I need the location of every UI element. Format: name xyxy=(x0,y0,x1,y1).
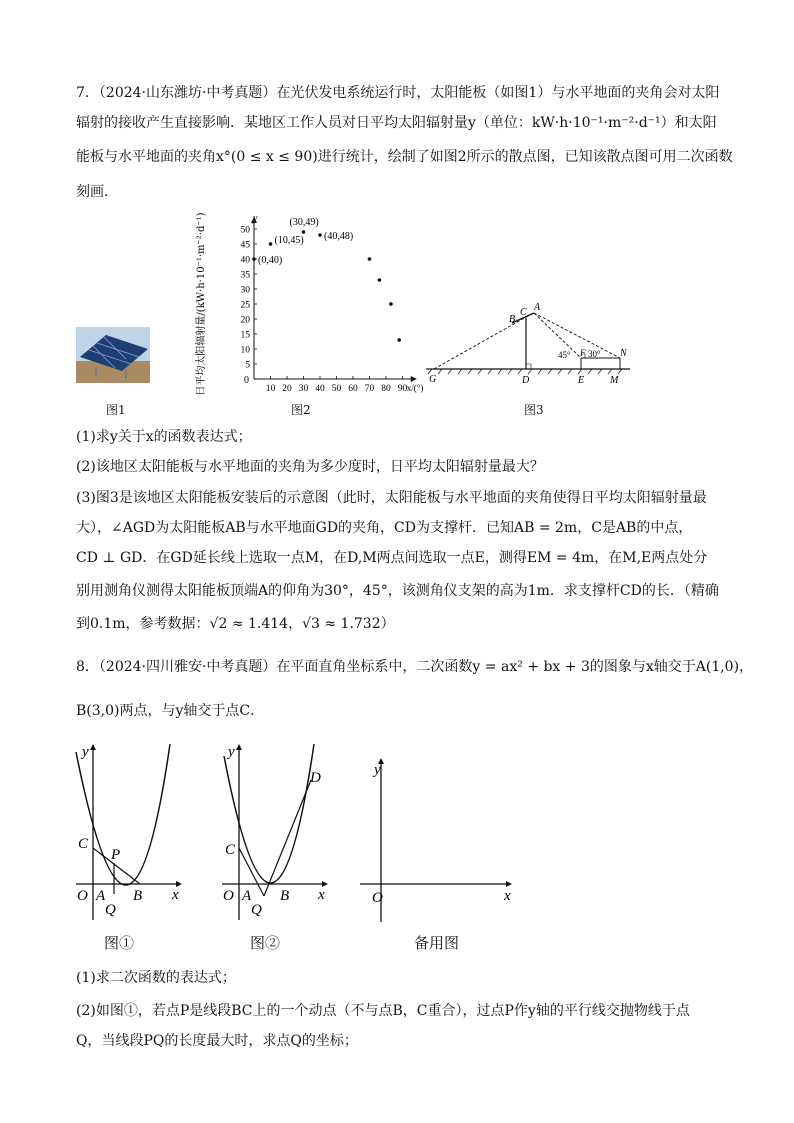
y-axis-title: 日平均太阳辐射量/(kW·h·10⁻¹·m⁻²·d⁻¹) xyxy=(196,212,207,396)
q8-sub1: (1)求二次函数的表达式； xyxy=(76,970,236,986)
y-tick-label: 20 xyxy=(240,315,250,326)
data-point xyxy=(318,233,322,237)
label-A: A xyxy=(242,888,252,904)
y-axis-label: y xyxy=(253,213,258,224)
label-x: x xyxy=(318,887,325,903)
data-point xyxy=(378,278,382,282)
label-P: P xyxy=(111,847,121,863)
q7-sub3-l2: 大），∠AGD为太阳能板AB与水平地面GD的夹角，CD为支撑杆．已知AB = 2m，C是AB的中点， xyxy=(76,520,693,536)
q7-line3: 能板与水平地面的夹角x°(0 ≤ x ≤ 90)进行统计，绘制了如图2所示的散点图，已知该散点图可用二次函数 xyxy=(76,149,733,165)
point-label: (30,49) xyxy=(289,217,319,228)
y-tick-label: 45 xyxy=(240,240,250,251)
label-E: E xyxy=(578,375,585,386)
label-O: O xyxy=(372,890,383,906)
x-tick-label: 40 xyxy=(315,384,325,394)
label-y: y xyxy=(228,744,235,760)
data-point xyxy=(269,242,273,246)
label-Q: Q xyxy=(105,902,116,918)
x-axis-arrow xyxy=(411,376,417,382)
x-tick-label: 70 xyxy=(364,384,375,394)
q8-fig2-caption: 图② xyxy=(250,934,281,952)
x-tick-label: 20 xyxy=(282,384,292,394)
fig1-caption: 图1 xyxy=(106,403,126,417)
label-C: C xyxy=(78,836,89,852)
q8-backup-figure xyxy=(360,754,520,924)
y-tick-label: 35 xyxy=(240,270,250,281)
solar-panel-photo xyxy=(76,327,150,383)
q7-sub1: (1)求y关于x的函数表达式； xyxy=(76,429,252,445)
x-tick-label: 50 xyxy=(331,384,342,394)
origin-label: 0 xyxy=(244,375,249,386)
y-tick-label: 30 xyxy=(240,285,250,296)
q8-sub2-l2: Q，当线段PQ的长度最大时，求点Q的坐标； xyxy=(76,1033,358,1049)
x-tick-label: 60 xyxy=(348,384,358,394)
q7-line1: 7．（2024·山东潍坊·中考真题）在光伏发电系统运行时，太阳能板（如图1）与水平地面的夹角会对太阳 xyxy=(76,85,720,101)
segment-QD xyxy=(264,780,311,896)
q7-line4: 刻画． xyxy=(76,184,118,200)
angle-45-label: 45° xyxy=(558,350,571,360)
angle-30-label: 30° xyxy=(588,349,601,359)
data-point xyxy=(368,257,372,261)
label-B: B xyxy=(133,888,143,904)
label-A: A xyxy=(96,888,106,904)
label-F: F xyxy=(580,348,586,358)
label-D: D xyxy=(310,770,321,786)
line-AN xyxy=(534,313,620,358)
y-tick-label: 50 xyxy=(240,225,250,236)
point-label: (0,40) xyxy=(258,255,283,266)
point-label: (40,48) xyxy=(324,231,354,242)
label-G: G xyxy=(429,374,437,385)
x-tick-label: 30 xyxy=(298,384,309,394)
label-O: O xyxy=(77,888,88,904)
label-C: C xyxy=(225,842,236,858)
q8-backup-caption: 备用图 xyxy=(414,934,460,952)
label-y: y xyxy=(82,744,89,760)
data-point xyxy=(252,257,256,261)
scatter-chart xyxy=(188,208,424,398)
label-Q: Q xyxy=(251,902,262,918)
label-C: C xyxy=(520,307,527,318)
label-x: x xyxy=(172,887,179,903)
x-axis-label: x/(°) xyxy=(406,383,424,393)
y-tick-label: 10 xyxy=(240,345,250,356)
fig3-caption: 图3 xyxy=(524,403,544,417)
y-tick-label: 5 xyxy=(245,360,250,371)
q7-sub3-l4: 别用测角仪测得太阳能板顶端A的仰角为30°，45°，该测角仪支架的高为1m．求支撑杆CD的长．（精确 xyxy=(76,583,719,599)
q8-fig1-caption: 图① xyxy=(104,934,135,952)
parabola xyxy=(224,744,314,883)
q8-line2: B(3,0)两点，与y轴交于点C． xyxy=(76,703,265,719)
x-tick-label: 10 xyxy=(265,384,276,394)
data-point xyxy=(397,338,401,342)
label-A: A xyxy=(534,302,541,313)
q7-sub3-l5: 到0.1m，参考数据：√2 ≈ 1.414，√3 ≈ 1.732） xyxy=(76,616,395,632)
q8-figure-2 xyxy=(218,742,338,922)
data-point xyxy=(302,230,306,234)
q7-sub2: (2)该地区太阳能板与水平地面的夹角为多少度时，日平均太阳辐射量最大？ xyxy=(76,459,544,475)
parabola xyxy=(76,744,170,885)
label-x: x xyxy=(504,888,511,904)
q7-sub3-l1: (3)图3是该地区太阳能板安装后的示意图（此时，太阳能板与水平地面的夹角使得日平均太阳辐射量最 xyxy=(76,490,707,506)
data-point xyxy=(389,302,393,306)
q7-line2: 辐射的接收产生直接影响．某地区工作人员对日平均太阳辐射量y（单位：kW·h·10⁻¹·m⁻²·d⁻¹）和太阳 xyxy=(76,115,717,131)
label-y: y xyxy=(374,762,381,778)
point-label: (10,45) xyxy=(274,235,304,246)
y-tick-label: 15 xyxy=(240,330,250,341)
x-tick-label: 90 xyxy=(397,384,408,394)
fig2-caption: 图2 xyxy=(291,403,311,417)
y-tick-label: 25 xyxy=(240,300,250,311)
label-M: M xyxy=(610,375,619,386)
label-B: B xyxy=(280,888,290,904)
label-B: B xyxy=(509,314,516,325)
x-tick-label: 80 xyxy=(381,384,391,394)
q8-sub2-l1: (2)如图①，若点P是线段BC上的一个动点（不与点B，C重合），过点P作y轴的平行线交抛物线于点 xyxy=(76,1003,690,1019)
y-tick-label: 40 xyxy=(240,255,250,266)
q7-sub3-l3: CD ⊥ GD．在GD延长线上选取一点M，在D,M两点间选取一点E，测得EM = 4m，在M,E两点处分 xyxy=(76,550,708,566)
label-D: D xyxy=(522,375,530,386)
label-O: O xyxy=(223,888,234,904)
q8-line1: 8．（2024·四川雅安·中考真题）在平面直角坐标系中，二次函数y = ax² + bx + 3的图象与x轴交于A(1,0)， xyxy=(76,659,754,675)
q8-figure-1 xyxy=(72,742,192,922)
label-N: N xyxy=(620,348,627,359)
solar-support-diagram xyxy=(420,298,640,390)
ground-hatching xyxy=(428,369,622,374)
